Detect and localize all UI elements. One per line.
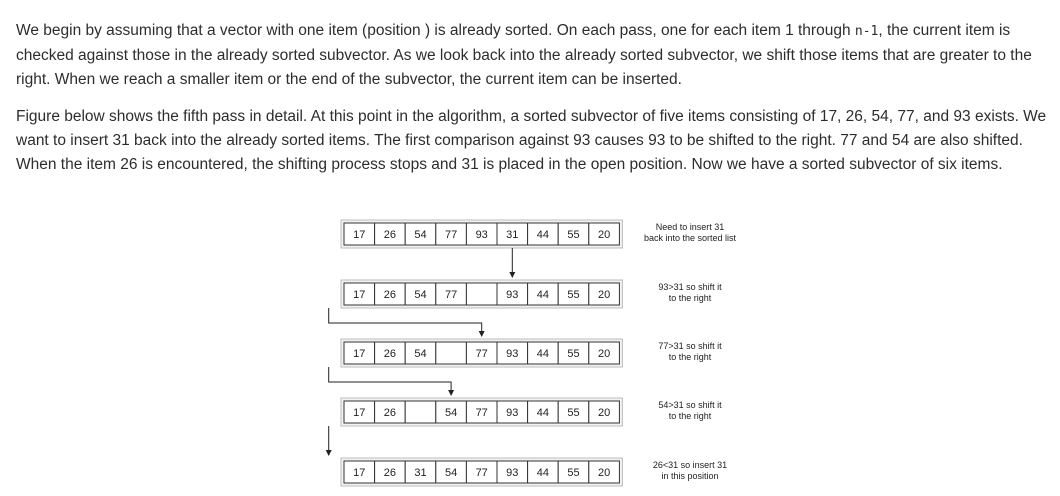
step-note: to the right [668, 293, 712, 303]
cell-value: 26 [383, 229, 397, 241]
cell-value: 93 [506, 467, 519, 479]
cell-value: 20 [597, 467, 611, 479]
cell-value: 20 [597, 289, 611, 301]
cell-value: 77 [475, 348, 488, 360]
connector-line [329, 367, 451, 395]
cell-value: 17 [353, 289, 366, 301]
cell-value: 31 [506, 229, 519, 241]
arrow-head [448, 390, 454, 396]
cell-value: 55 [567, 348, 580, 360]
cell-value: 77 [475, 407, 488, 419]
cell-value: 20 [597, 229, 611, 241]
cell-value: 44 [536, 348, 550, 360]
cell-value: 20 [597, 407, 611, 419]
cell-value: 55 [567, 229, 580, 241]
cell-value: 55 [567, 407, 580, 419]
cell-value: 44 [536, 289, 550, 301]
cell-value: 17 [353, 407, 366, 419]
cell-value: 26 [383, 289, 397, 301]
step-note: 77>31 so shift it [658, 341, 722, 351]
cell-value: 93 [506, 348, 519, 360]
cell-value: 54 [414, 289, 427, 301]
step-note: 54>31 so shift it [658, 400, 722, 410]
cell-value: 26 [383, 407, 397, 419]
arrow-head [509, 272, 515, 278]
cell-value: 77 [475, 467, 488, 479]
vector-cell [405, 401, 436, 423]
cell-value: 54 [444, 467, 458, 479]
vector-cell [436, 342, 467, 364]
cell-value: 54 [444, 407, 458, 419]
cell-value: 55 [567, 467, 580, 479]
step-note: to the right [668, 411, 712, 421]
intro-text-start: We begin by assuming that a vector with one item (position ) is already sorted. On each pass, one for each item 1 through [16, 22, 855, 39]
cell-value: 31 [414, 467, 427, 479]
cell-value: 44 [536, 467, 550, 479]
cell-value: 44 [536, 407, 550, 419]
cell-value: 93 [475, 229, 488, 241]
figure-description-paragraph: Figure below shows the fifth pass in detail. At this point in the algorithm, a sorted subvector of five items consisting of 17, 26, 54, 77, and 93 exists. We want to insert 31 back into the already sorted items. The first comparison against 93 causes 93 to be shifted to the right. 77 and 54 are also shifted. When the item 26 is encountered, the shifting process stops and 31 is placed in the open position. Now we have a sorted subvector of six items. [16, 108, 1047, 173]
cell-value: 26 [383, 467, 397, 479]
step-note: 26<31 so insert 31 [652, 460, 728, 470]
step-note: to the right [668, 352, 712, 362]
cell-value: 17 [353, 229, 366, 241]
arrow-head [326, 450, 332, 456]
cell-value: 77 [444, 229, 458, 241]
cell-value: 93 [506, 289, 519, 301]
cell-value: 55 [567, 289, 580, 301]
step-note: Need to insert 31 [655, 222, 725, 232]
cell-value: 44 [536, 229, 550, 241]
vector-cell [466, 283, 497, 305]
inline-code: n-1 [854, 24, 879, 39]
connector-line [329, 308, 482, 336]
cell-value: 20 [597, 348, 611, 360]
cell-value: 26 [383, 348, 397, 360]
cell-value: 54 [414, 348, 427, 360]
cell-value: 77 [444, 289, 458, 301]
cell-value: 17 [353, 467, 366, 479]
cell-value: 54 [414, 229, 427, 241]
step-note: 93>31 so shift it [658, 282, 722, 292]
step-note: in this position [661, 471, 719, 481]
arrow-head [479, 331, 485, 337]
step-note: back into the sorted list [643, 233, 737, 243]
intro-text-end: , the current item is checked against those in the already sorted subvector. As we look back into the already sorted subvector, we shift those items that are greater to the right. When we reach a smaller item or the end of the subvector, the current item can be inserted. [16, 22, 1032, 88]
cell-value: 93 [506, 407, 519, 419]
cell-value: 17 [353, 348, 366, 360]
